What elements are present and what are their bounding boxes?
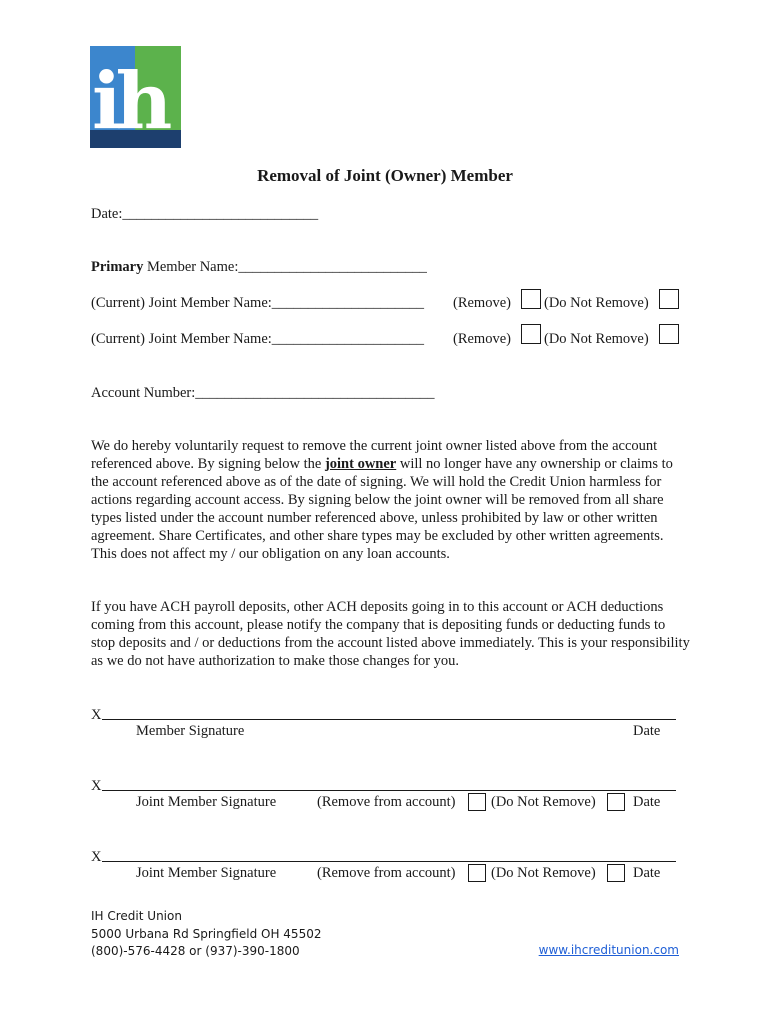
joint-signature-label: Joint Member Signature [136,865,277,881]
signature-x-mark: X [91,707,102,723]
joint-signature-line[interactable] [102,790,676,791]
primary-member-field[interactable] [91,258,427,276]
primary-bold-label: Primary [91,259,144,275]
member-signature-label: Member Signature [136,723,245,739]
account-number-line: _________________________________ [195,385,435,401]
joint-signature-label: Joint Member Signature [136,794,277,810]
footer-org-name: IH Credit Union [91,909,182,923]
joint-member-label: (Current) Joint Member Name: [91,331,272,347]
account-number-field[interactable] [91,384,435,402]
do-not-remove-checkbox[interactable] [607,793,625,811]
do-not-remove-checkbox[interactable] [607,864,625,882]
joint-member-2-field[interactable] [91,330,424,348]
joint-member-line: _____________________ [271,295,425,311]
signature-date-label: Date [633,865,661,881]
signature-x-mark: X [91,778,102,794]
joint-member-label: (Current) Joint Member Name: [91,295,272,311]
terms-text-start: We do hereby voluntarily request to remove the current joint owner listed above from the account referenced above. By signing below the [91,438,658,472]
website-link[interactable]: www.ihcreditunion.com [538,943,679,957]
do-not-remove-label: (Do Not Remove) [544,331,649,347]
primary-line: __________________________ [238,259,427,275]
do-not-remove-checkbox[interactable] [659,289,679,309]
ih-logo [90,46,181,148]
signature-x-mark: X [91,849,102,865]
removal-terms-paragraph [91,437,691,563]
remove-from-account-label: (Remove from account) [317,794,456,810]
ih-logo-text: ih [92,56,167,147]
footer-address: 5000 Urbana Rd Springfield OH 45502 [91,926,322,941]
signature-date-label: Date [633,794,661,810]
footer-phones: (800)-576-4428 or (937)-390-1800 [91,944,300,958]
date-field[interactable] [91,205,318,223]
do-not-remove-label: (Do Not Remove) [491,865,596,881]
date-label: Date: [91,206,123,222]
primary-label: Member Name: [143,259,239,275]
remove-label: (Remove) [453,331,511,347]
do-not-remove-label: (Do Not Remove) [491,794,596,810]
date-line: ___________________________ [122,206,319,222]
signature-date-label: Date [633,723,661,739]
joint-signature-line[interactable] [102,861,676,862]
joint-member-line: _____________________ [271,331,425,347]
do-not-remove-checkbox[interactable] [659,324,679,344]
member-signature-line[interactable] [102,719,676,720]
joint-owner-emphasis: joint owner [324,456,397,472]
account-number-label: Account Number: [91,385,196,401]
remove-label: (Remove) [453,295,511,311]
ih-logo-graphic [90,46,181,148]
joint-member-1-field[interactable] [91,294,424,312]
remove-from-account-checkbox[interactable] [468,864,486,882]
remove-from-account-checkbox[interactable] [468,793,486,811]
page-title: Removal of Joint (Owner) Member [257,166,513,185]
do-not-remove-label: (Do Not Remove) [544,295,649,311]
remove-checkbox[interactable] [521,324,541,344]
remove-from-account-label: (Remove from account) [317,865,456,881]
remove-checkbox[interactable] [521,289,541,309]
footer-contact [91,908,321,961]
ach-notice-paragraph: If you have ACH payroll deposits, other ACH deposits going in to this account or ACH deductions coming from this account, please notify the company that is depositing funds or deducting funds to stop deposits and / or deductions from the account listed above immediately. This is your responsibility as we do not have authorization to make those changes for you. [91,599,690,669]
terms-text-end: will no longer have any ownership or claims to the account referenced above as of the date of signing. We will hold the Credit Union harmless for actions regarding account access. By signing below the joint owner will be removed from all share types listed under the account number referenced above, unless prohibited by law or other written agreement. Share Certificates, and other share types may be excluded by other written agreements. This does not affect my / our obligation on any loan accounts. [91,456,673,562]
